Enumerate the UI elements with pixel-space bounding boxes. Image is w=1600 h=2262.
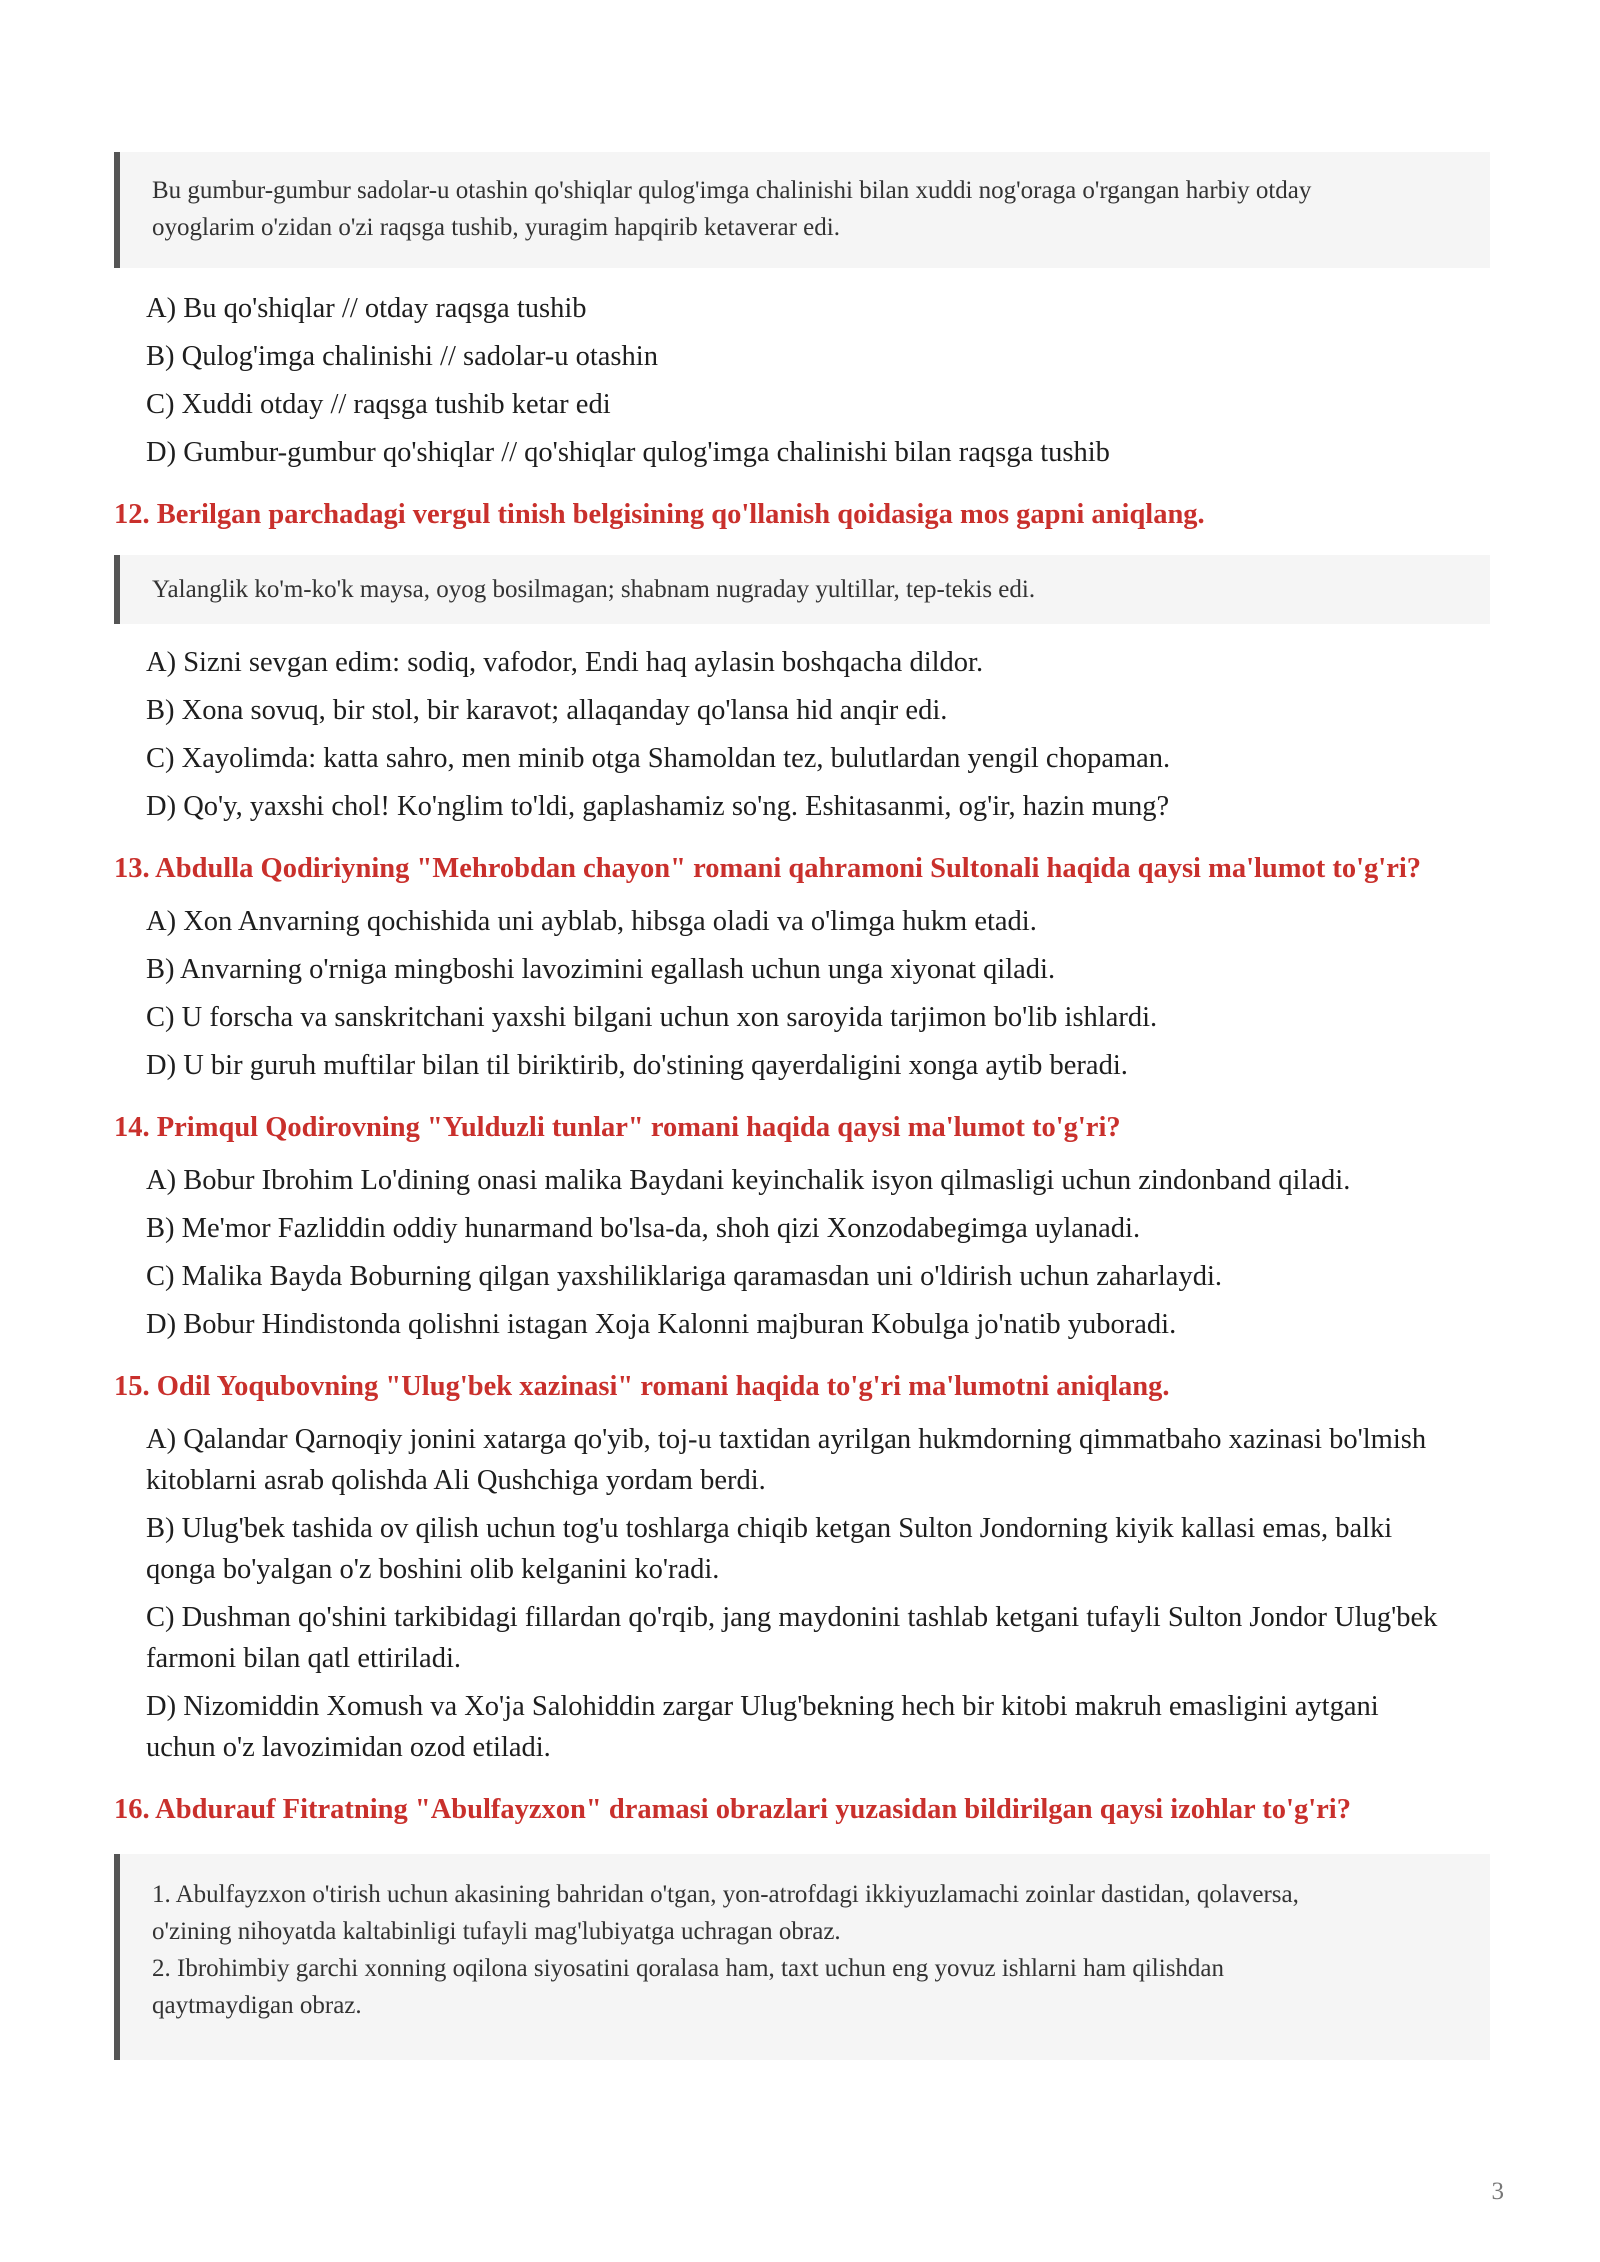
option-d[interactable]: D) Bobur Hindistonda qolishni istagan Xoja Kalonni majburan Kobulga jo'natib yuboradi. <box>146 1309 1177 1340</box>
page-number: 3 <box>1491 2178 1504 2205</box>
option-d[interactable]: D) Qo'y, yaxshi chol! Ko'nglim to'ldi, gaplashamiz so'ng. Eshitasanmi, og'ir, hazin mung? <box>146 791 1170 822</box>
option-d[interactable]: D) Gumbur-gumbur qo'shiqlar // qo'shiqlar qulog'imga chalinishi bilan raqsga tushib <box>146 437 1110 468</box>
quote-line: o'zining nihoyatda kaltabinligi tufayli mag'lubiyatga uchragan obraz. <box>152 1918 841 1945</box>
question-16-title: 16. Abdurauf Fitratning "Abulfayzxon" dramasi obrazlari yuzasidan bildirilgan qaysi izohlar to'g'ri? <box>114 1794 1351 1825</box>
option-a-line-2: kitoblarni asrab qolishda Ali Qushchiga yordam berdi. <box>146 1465 766 1496</box>
quote-line: 1. Abulfayzxon o'tirish uchun akasining bahridan o'tgan, yon-atrofdagi ikkiyuzlamachi zoinlar dastidan, qolaversa, <box>152 1881 1299 1908</box>
option-b-line-1: B) Ulug'bek tashida ov qilish uchun tog'u toshlarga chiqib ketgan Sulton Jondorning kiyik kallasi emas, balki <box>146 1513 1393 1544</box>
options-question-13 <box>146 901 1490 1086</box>
option-c-line-2: farmoni bilan qatl ettiriladi. <box>146 1643 461 1674</box>
option-b[interactable]: B) Me'mor Fazliddin oddiy hunarmand bo'lsa-da, shoh qizi Xonzodabegimga uylanadi. <box>146 1213 1141 1244</box>
page-content <box>114 152 1490 2060</box>
question-14-title: 14. Primqul Qodirovning "Yulduzli tunlar" romani haqida qaysi ma'lumot to'g'ri? <box>114 1112 1121 1143</box>
option-c[interactable]: C) Xuddi otday // raqsga tushib ketar edi <box>146 389 611 420</box>
question-12-title: 12. Berilgan parchadagi vergul tinish belgisining qo'llanish qoidasiga mos gapni aniqlang. <box>114 499 1205 530</box>
option-d[interactable]: D) U bir guruh muftilar bilan til biriktirib, do'stining qayerdaligini xonga aytib beradi. <box>146 1050 1128 1081</box>
option-d-line-2: uchun o'z lavozimidan ozod etiladi. <box>146 1732 551 1763</box>
option-a[interactable]: A) Sizni sevgan edim: sodiq, vafodor, Endi haq aylasin boshqacha dildor. <box>146 647 984 678</box>
options-question-15 <box>146 1419 1490 1768</box>
option-c[interactable]: C) U forscha va sanskritchani yaxshi bilgani uchun xon saroyida tarjimon bo'lib ishlardi. <box>146 1002 1158 1033</box>
option-d[interactable] <box>146 1686 1490 1768</box>
option-a-line-1: A) Qalandar Qarnoqiy jonini xatarga qo'yib, toj-u taxtidan ayrilgan hukmdorning qimmatbaho xazinasi bo'lmish <box>146 1424 1427 1455</box>
quote-block-16 <box>114 1854 1490 2060</box>
option-c[interactable] <box>146 1597 1490 1679</box>
question-15-title: 15. Odil Yoqubovning "Ulug'bek xazinasi" romani haqida to'g'ri ma'lumotni aniqlang. <box>114 1371 1170 1402</box>
quote-block-1 <box>114 152 1490 268</box>
options-question-12 <box>146 642 1490 827</box>
option-a[interactable]: A) Bu qo'shiqlar // otday raqsga tushib <box>146 293 587 324</box>
option-b[interactable] <box>146 1508 1490 1590</box>
quote-line: Yalanglik ko'm-ko'k maysa, oyog bosilmagan; shabnam nugraday yultillar, tep-tekis edi. <box>152 576 1036 603</box>
quote-line: Bu gumbur-gumbur sadolar-u otashin qo'shiqlar qulog'imga chalinishi bilan xuddi nog'oraga o'rgangan harbiy otday <box>152 177 1312 204</box>
option-c[interactable]: C) Malika Bayda Boburning qilgan yaxshiliklariga qaramasdan uni o'ldirish uchun zaharlaydi. <box>146 1261 1223 1292</box>
option-a[interactable]: A) Xon Anvarning qochishida uni ayblab, hibsga oladi va o'limga hukm etadi. <box>146 906 1037 937</box>
option-b-line-2: qonga bo'yalgan o'z boshini olib kelganini ko'radi. <box>146 1554 720 1585</box>
options-block-1 <box>146 288 1490 473</box>
option-b[interactable]: B) Xona sovuq, bir stol, bir karavot; allaqanday qo'lansa hid anqir edi. <box>146 695 948 726</box>
option-b[interactable]: B) Anvarning o'rniga mingboshi lavozimini egallash uchun unga xiyonat qiladi. <box>146 954 1056 985</box>
question-13-title: 13. Abdulla Qodiriyning "Mehrobdan chayon" romani qahramoni Sultonali haqida qaysi ma'lumot to'g'ri? <box>114 853 1422 884</box>
quote-block-12 <box>114 555 1490 624</box>
option-d-line-1: D) Nizomiddin Xomush va Xo'ja Salohiddin zargar Ulug'bekning hech bir kitobi makruh emasligini aytgani <box>146 1691 1379 1722</box>
option-a[interactable] <box>146 1419 1490 1501</box>
quote-line: 2. Ibrohimbiy garchi xonning oqilona siyosatini qoralasa ham, taxt uchun eng yovuz ishlarni ham qilishdan <box>152 1955 1225 1982</box>
options-question-14 <box>146 1160 1490 1345</box>
quote-line: qaytmaydigan obraz. <box>152 1992 362 2019</box>
option-c-line-1: C) Dushman qo'shini tarkibidagi fillardan qo'rqib, jang maydonini tashlab ketgani tufayli Sulton Jondor Ulug'bek <box>146 1602 1438 1633</box>
option-a[interactable]: A) Bobur Ibrohim Lo'dining onasi malika Baydani keyinchalik isyon qilmasligi uchun zindonband qiladi. <box>146 1165 1351 1196</box>
quote-line: oyoglarim o'zidan o'zi raqsga tushib, yuragim hapqirib ketaverar edi. <box>152 214 840 241</box>
option-b[interactable]: B) Qulog'imga chalinishi // sadolar-u otashin <box>146 341 658 372</box>
option-c[interactable]: C) Xayolimda: katta sahro, men minib otga Shamoldan tez, bulutlardan yengil chopaman. <box>146 743 1171 774</box>
